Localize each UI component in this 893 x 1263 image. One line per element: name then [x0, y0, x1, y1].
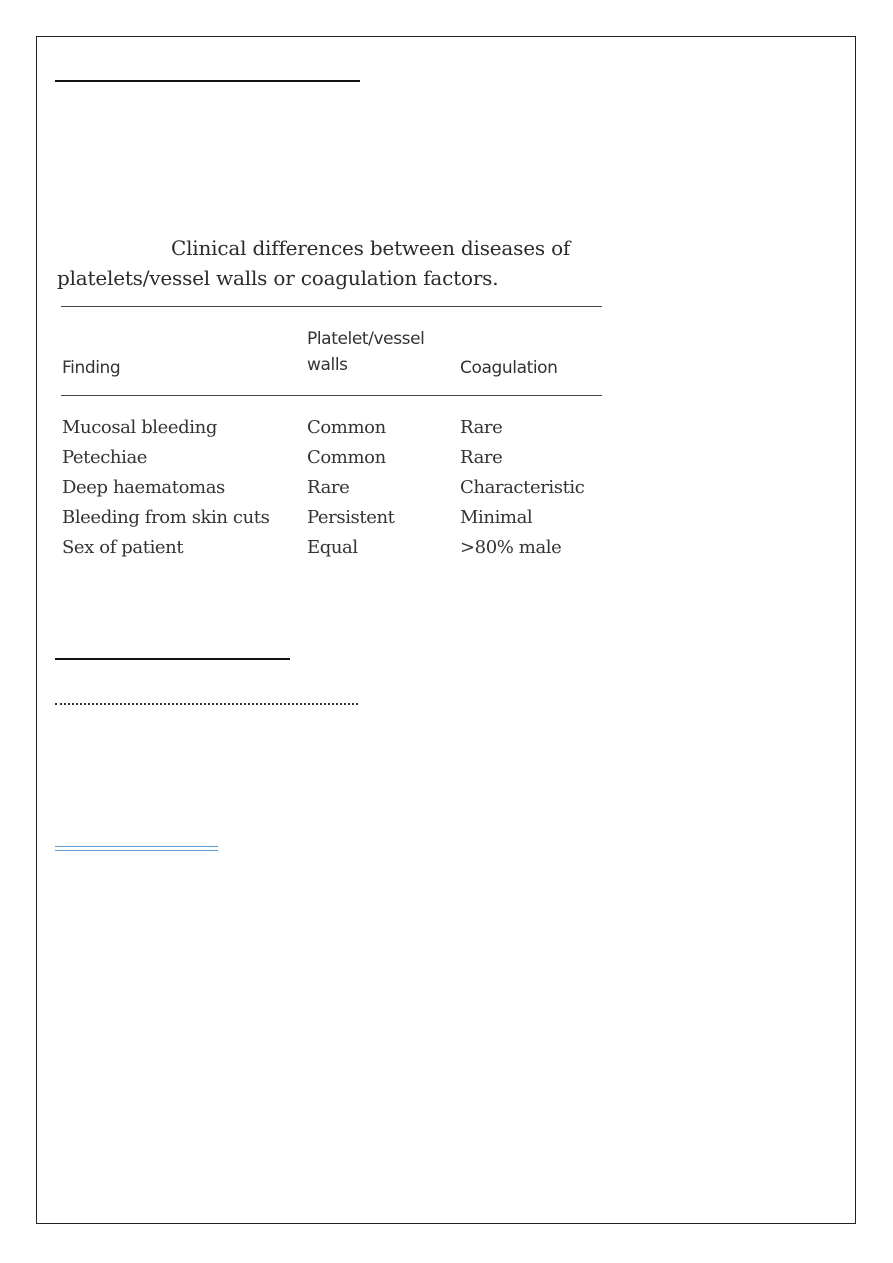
cell-coagulation: >80% male	[460, 537, 562, 558]
cell-finding: Bleeding from skin cuts	[62, 507, 270, 528]
table-row	[62, 413, 607, 443]
heading-underline-top	[55, 80, 360, 82]
cell-finding: Petechiae	[62, 447, 148, 468]
cell-platelet: Equal	[307, 537, 358, 558]
caption-line-1: Clinical differences between diseases of	[171, 236, 571, 260]
header-finding: Finding	[62, 358, 121, 378]
cell-finding: Deep haematomas	[62, 477, 225, 498]
table-row	[62, 473, 607, 503]
header-platelet-line-2: walls	[307, 355, 348, 375]
link-double-underline	[55, 846, 218, 851]
cell-finding: Mucosal bleeding	[62, 417, 217, 438]
caption-line-2: platelets/vessel walls or coagulation factors.	[57, 266, 499, 290]
cell-coagulation: Minimal	[460, 507, 533, 528]
cell-coagulation: Rare	[460, 447, 503, 468]
cell-platelet: Common	[307, 417, 386, 438]
cell-platelet: Common	[307, 447, 386, 468]
cell-coagulation: Rare	[460, 417, 503, 438]
header-platelet-line-1: Platelet/vessel	[307, 329, 425, 349]
table-row	[62, 533, 607, 563]
cell-platelet: Persistent	[307, 507, 395, 528]
table-top-rule	[61, 306, 602, 307]
heading-underline-middle	[55, 658, 290, 660]
table-row	[62, 443, 607, 473]
table-body	[62, 413, 607, 563]
dotted-underline	[55, 703, 358, 705]
cell-coagulation: Characteristic	[460, 477, 585, 498]
table-header-rule	[61, 395, 602, 396]
cell-platelet: Rare	[307, 477, 350, 498]
table-figure	[57, 233, 603, 573]
header-coagulation: Coagulation	[460, 358, 558, 378]
cell-finding: Sex of patient	[62, 537, 184, 558]
document-page	[36, 36, 856, 1224]
figure-caption	[57, 233, 603, 293]
table-row	[62, 503, 607, 533]
header-platelet-vessel-walls	[307, 326, 457, 378]
